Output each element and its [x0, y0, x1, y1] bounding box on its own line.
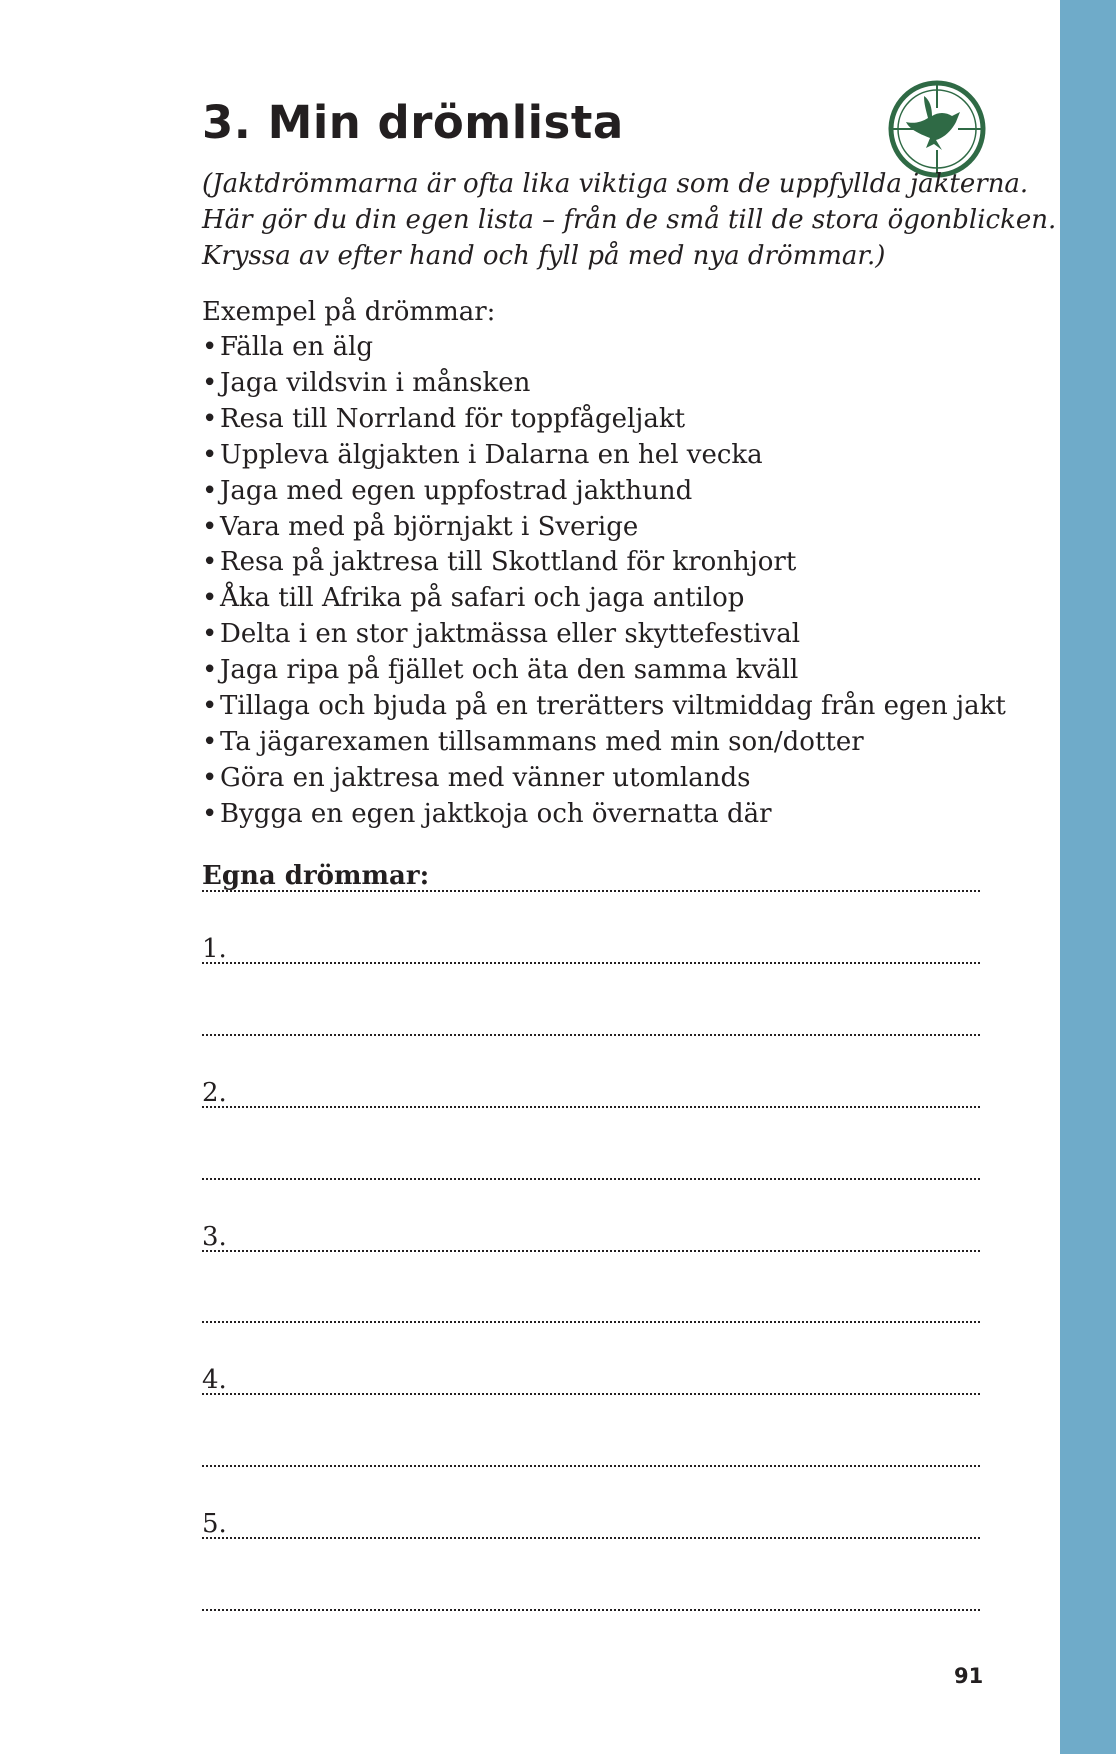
- bullet: •: [202, 403, 218, 434]
- bullet: •: [202, 798, 218, 829]
- intro-line: (Jaktdrömmarna är ofta lika viktiga som de uppfyllda jakterna.: [202, 169, 1029, 199]
- dream-number-1: 1.: [202, 934, 227, 964]
- examples-list: [202, 330, 1006, 833]
- bullet: •: [202, 511, 218, 542]
- page-title: 3. Min drömlista: [202, 96, 624, 149]
- dream-5-writing-line[interactable]: [202, 1609, 980, 1611]
- list-item: [202, 366, 1006, 402]
- list-item-text: Tillaga och bjuda på en trerätters viltmiddag från egen jakt: [220, 691, 1006, 722]
- list-item: [202, 510, 1006, 546]
- intro-text: [202, 166, 1057, 274]
- bullet: •: [202, 332, 218, 362]
- duck-crosshair-emblem-icon: [886, 78, 988, 180]
- list-item: [202, 545, 1006, 581]
- list-item: [202, 689, 1006, 725]
- list-item-text: Vara med på björnjakt i Sverige: [220, 511, 639, 542]
- list-item-text: Jaga ripa på fjället och äta den samma kväll: [220, 655, 799, 686]
- bullet: •: [202, 762, 218, 793]
- bullet: •: [202, 655, 218, 686]
- intro-line: Kryssa av efter hand och fyll på med nya drömmar.): [202, 241, 886, 271]
- list-item: [202, 581, 1006, 617]
- list-item-text: Delta i en stor jaktmässa eller skyttefestival: [220, 619, 801, 650]
- bullet: •: [202, 619, 218, 650]
- dream-number-5: 5.: [202, 1509, 227, 1539]
- list-item-text: Uppleva älgjakten i Dalarna en hel vecka: [220, 439, 763, 470]
- list-item: [202, 438, 1006, 474]
- dream-2-writing-line[interactable]: [202, 1178, 980, 1180]
- bullet: •: [202, 583, 218, 614]
- dream-3-writing-line[interactable]: [202, 1250, 980, 1252]
- bullet: •: [202, 475, 218, 506]
- list-item: [202, 725, 1006, 761]
- dream-1-writing-line[interactable]: [202, 1034, 980, 1036]
- bullet: •: [202, 547, 218, 578]
- bullet: •: [202, 691, 218, 722]
- list-item: [202, 617, 1006, 653]
- list-item-text: Åka till Afrika på safari och jaga antilop: [220, 583, 745, 614]
- own-dreams-heading: Egna drömmar:: [202, 861, 430, 891]
- dream-4-writing-line[interactable]: [202, 1393, 980, 1395]
- dream-2-writing-line[interactable]: [202, 1106, 980, 1108]
- dotted-divider: [202, 890, 980, 892]
- dream-5-writing-line[interactable]: [202, 1537, 980, 1539]
- side-color-band: [1060, 0, 1116, 1754]
- list-item-text: Resa till Norrland för toppfågeljakt: [220, 403, 686, 434]
- list-item: [202, 797, 1006, 833]
- list-item: [202, 330, 1006, 366]
- dream-3-writing-line[interactable]: [202, 1321, 980, 1323]
- bullet: •: [202, 726, 218, 757]
- list-item: [202, 474, 1006, 510]
- list-item-text: Bygga en egen jaktkoja och övernatta där: [220, 798, 772, 829]
- list-item-text: Fälla en älg: [220, 332, 374, 362]
- dream-4-writing-line[interactable]: [202, 1465, 980, 1467]
- list-item-text: Jaga med egen uppfostrad jakthund: [220, 475, 693, 506]
- bullet: •: [202, 439, 218, 470]
- list-item: [202, 402, 1006, 438]
- list-item-text: Resa på jaktresa till Skottland för kronhjort: [220, 547, 797, 578]
- dream-number-4: 4.: [202, 1365, 227, 1395]
- list-item-text: Göra en jaktresa med vänner utomlands: [220, 762, 751, 793]
- dream-number-2: 2.: [202, 1078, 227, 1108]
- list-item-text: Jaga vildsvin i månsken: [220, 367, 531, 398]
- page-number: 91: [954, 1664, 984, 1688]
- list-item: [202, 653, 1006, 689]
- list-item: [202, 761, 1006, 797]
- bullet: •: [202, 367, 218, 398]
- intro-line: Här gör du din egen lista – från de små till de stora ögonblicken.: [202, 205, 1057, 235]
- examples-heading: Exempel på drömmar:: [202, 297, 496, 327]
- dream-1-writing-line[interactable]: [202, 962, 980, 964]
- list-item-text: Ta jägarexamen tillsammans med min son/dotter: [220, 726, 864, 757]
- dream-number-3: 3.: [202, 1222, 227, 1252]
